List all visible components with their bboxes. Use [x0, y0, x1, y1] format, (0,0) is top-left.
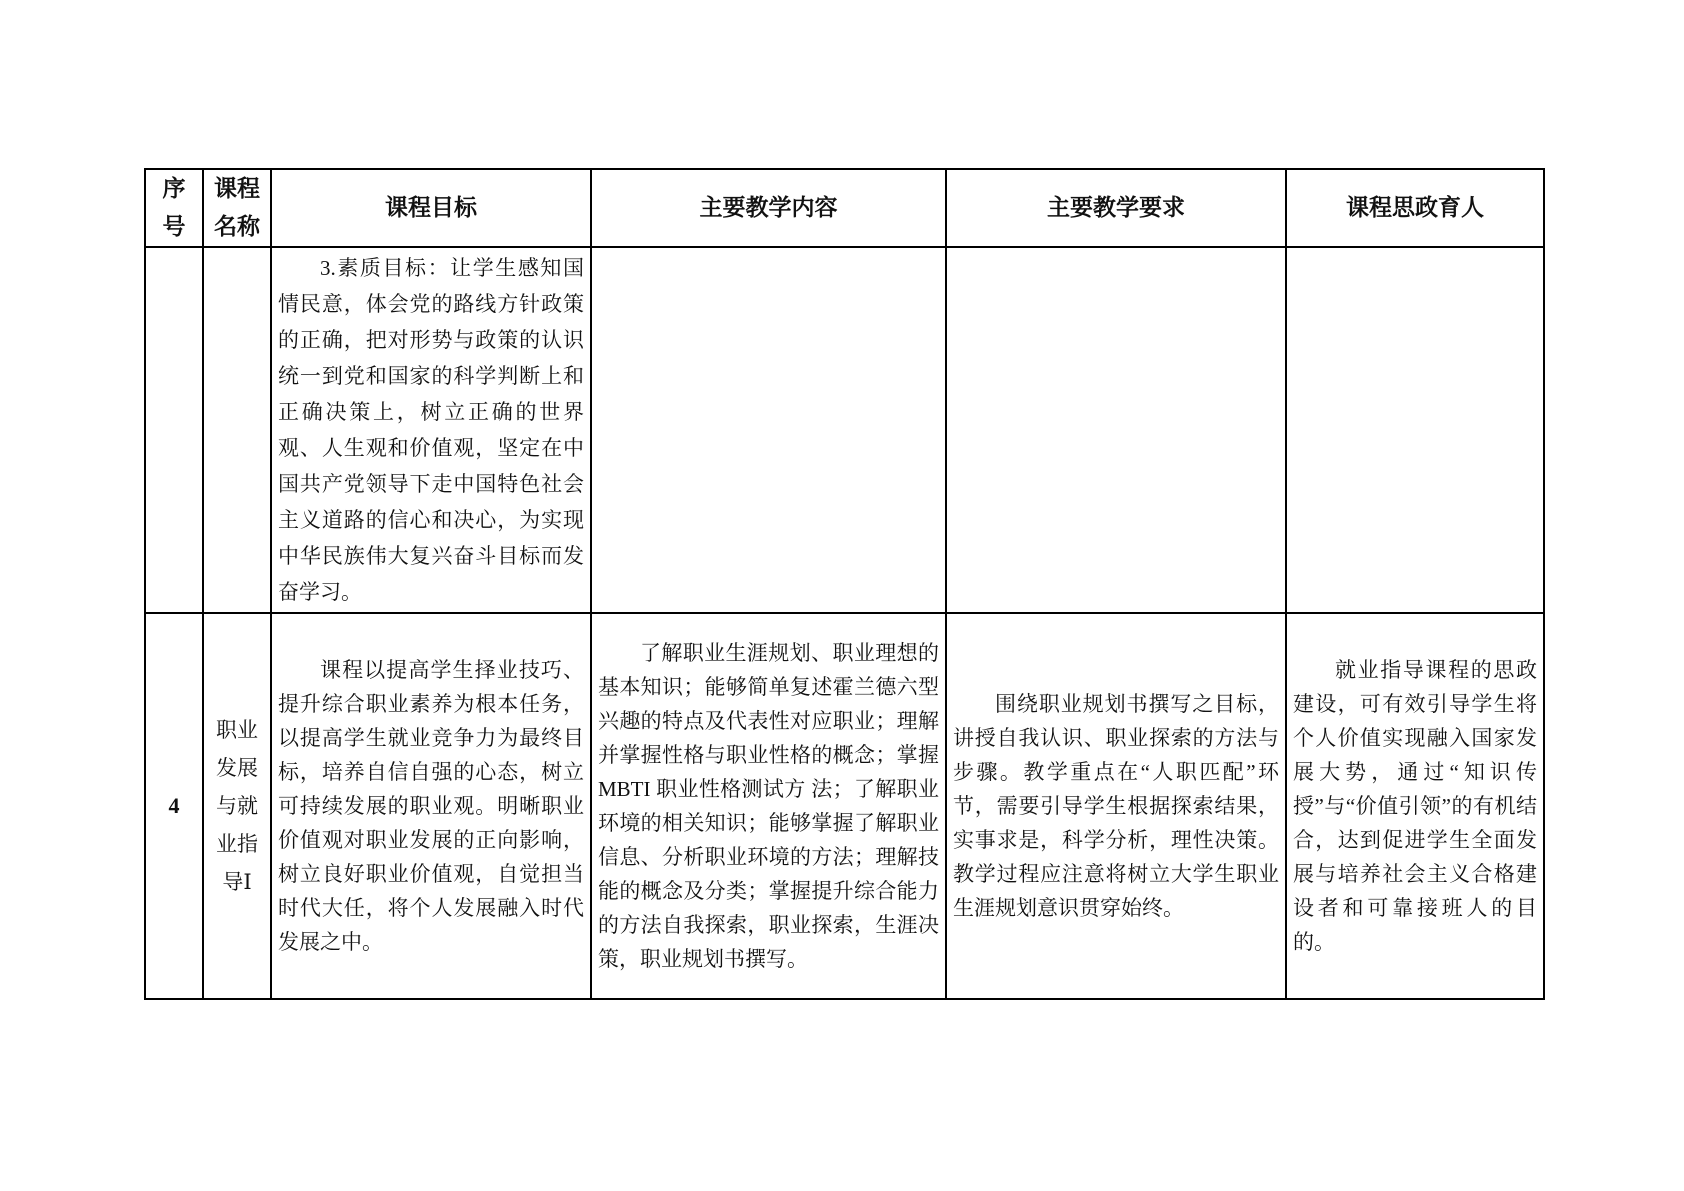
header-teaching-requirements: 主要教学要求	[946, 169, 1286, 247]
cell-teaching-requirements	[946, 247, 1286, 613]
header-row	[145, 169, 1544, 247]
course-table	[144, 168, 1545, 1000]
table-row-continued	[145, 247, 1544, 613]
cell-teaching-requirements	[946, 613, 1286, 999]
cell-course-name	[203, 613, 271, 999]
cell-objectives	[271, 247, 591, 613]
cell-course-name	[203, 247, 271, 613]
teaching-requirements-text: 围绕职业规划书撰写之目标，讲授自我认识、职业探索的方法与步骤。教学重点在“人职匹配”环节，需要引导学生根据探索结果，实事求是，科学分析，理性决策。教学过程应注意将树立大学生职业生涯规划意识贯穿始终。	[953, 692, 1279, 920]
header-ideological-education: 课程思政育人	[1286, 169, 1544, 247]
header-objectives: 课程目标	[271, 169, 591, 247]
teaching-content-text: 了解职业生涯规划、职业理想的基本知识；能够简单复述霍兰德六型兴趣的特点及代表性对应职业；理解并掌握性格与职业性格的概念；掌握MBTI 职业性格测试方 法；了解职业环境的相关知识；能够掌握了解职业信息、分析职业环境的方法；理解技能的概念及分类；掌握提升综合能力的方法自我探索，职业探索，生涯决策，职业规划书撰写。	[598, 641, 939, 971]
header-teaching-content: 主要教学内容	[591, 169, 946, 247]
objectives-text: 3.素质目标：让学生感知国情民意，体会党的路线方针政策的正确，把对形势与政策的认识统一到党和国家的科学判断上和正确决策上，树立正确的世界观、人生观和价值观，坚定在中国共产党领导下走中国特色社会主义道路的信心和决心，为实现中华民族伟大复兴奋斗目标而发奋学习。	[278, 256, 584, 604]
cell-ideological-education	[1286, 247, 1544, 613]
cell-ideological-education	[1286, 613, 1544, 999]
header-seq: 序号	[145, 169, 203, 247]
course-name-text: 职业发展与就业指导Ⅰ	[216, 718, 258, 894]
cell-teaching-content	[591, 247, 946, 613]
ideological-education-text: 就业指导课程的思政建设，可有效引导学生将个人价值实现融入国家发展大势，通过“知识传授”与“价值引领”的有机结合，达到促进学生全面发展与培养社会主义合格建设者和可靠接班人的目的。	[1293, 658, 1537, 954]
table-row	[145, 613, 1544, 999]
cell-objectives	[271, 613, 591, 999]
header-course-name: 课程名称	[203, 169, 271, 247]
cell-seq	[145, 247, 203, 613]
cell-seq: 4	[145, 613, 203, 999]
objectives-text: 课程以提高学生择业技巧、提升综合职业素养为根本任务，以提高学生就业竞争力为最终目标，培养自信自强的心态，树立可持续发展的职业观。明晰职业价值观对职业发展的正向影响，树立良好职业价值观，自觉担当时代大任，将个人发展融入时代发展之中。	[278, 658, 584, 954]
cell-teaching-content	[591, 613, 946, 999]
